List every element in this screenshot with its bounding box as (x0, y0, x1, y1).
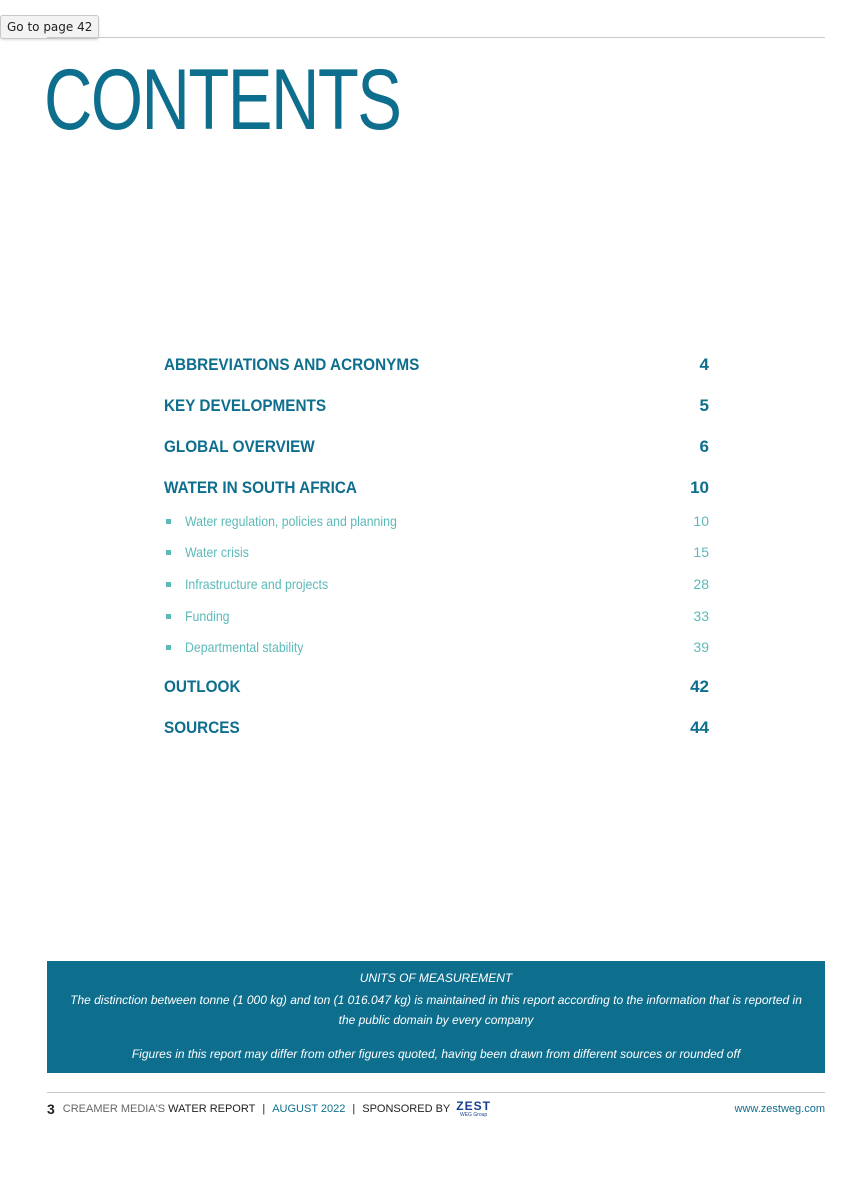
toc-subitem-departmental-stability[interactable] (164, 637, 709, 657)
bullet-icon (166, 519, 171, 524)
toc-subitem-label: Infrastructure and projects (185, 576, 329, 592)
page-number: 3 (47, 1101, 55, 1117)
toc-item-label: SOURCES (164, 718, 240, 737)
page-title: CONTENTS (44, 52, 401, 148)
toc-subitem-label: Funding (185, 608, 230, 624)
toc-item-key-developments[interactable] (164, 394, 709, 418)
toc-item-page: 4 (699, 355, 709, 374)
toc-subitem-label: Water regulation, policies and planning (185, 513, 397, 529)
toc-item-outlook[interactable] (164, 675, 709, 699)
top-divider (47, 37, 825, 38)
report-name: WATER REPORT (168, 1103, 256, 1115)
toc-item-sources[interactable] (164, 716, 709, 740)
toc-subitem-page: 15 (693, 544, 709, 560)
toc-subitem-water-crisis[interactable] (164, 542, 709, 562)
toc-item-page: 42 (690, 677, 709, 696)
toc-item-label: GLOBAL OVERVIEW (164, 437, 315, 456)
units-text-tonne: The distinction between tonne (1 000 kg) and ton (1 016.047 kg) is maintained in this report according to the information that is reported in the public domain by every company (70, 993, 802, 1027)
toc-subitem-label: Water crisis (185, 544, 249, 560)
toc-item-label: OUTLOOK (164, 677, 241, 696)
units-of-measurement-box (47, 961, 825, 1073)
toc-subitem-page: 39 (693, 639, 709, 655)
bullet-icon (166, 614, 171, 619)
report-date: AUGUST 2022 (272, 1103, 346, 1115)
units-title: UNITS OF MEASUREMENT (359, 971, 513, 985)
publisher-name: CREAMER MEDIA'S (62, 1103, 166, 1115)
website-link[interactable]: www.zestweg.com (734, 1103, 825, 1115)
toc-subitem-page: 10 (693, 513, 709, 529)
bottom-divider (47, 1092, 825, 1093)
toc-item-water-in-south-africa[interactable] (164, 476, 709, 500)
page-footer (47, 1100, 825, 1118)
footer-separator: | (352, 1103, 356, 1115)
toc-item-label: WATER IN SOUTH AFRICA (164, 478, 357, 497)
bullet-icon (166, 645, 171, 650)
logo-subtext: WEG Group (459, 1112, 488, 1118)
logo-wordmark: ZEST (456, 1099, 491, 1113)
toc-subitem-water-regulation[interactable] (164, 511, 709, 531)
toc-item-page: 5 (699, 396, 709, 415)
zest-logo (456, 1100, 491, 1118)
toc-subitem-page: 28 (693, 576, 709, 592)
toc-item-page: 10 (690, 478, 709, 497)
toc-subitem-page: 33 (693, 608, 709, 624)
units-text-figures: Figures in this report may differ from other figures quoted, having been drawn from different sources or rounded off (131, 1047, 741, 1061)
toc-item-label: KEY DEVELOPMENTS (164, 396, 327, 415)
sponsored-by-label: SPONSORED BY (362, 1103, 451, 1115)
toc-item-label: ABBREVIATIONS AND ACRONYMS (164, 355, 420, 374)
go-to-page-tooltip: Go to page 42 (0, 15, 99, 39)
footer-separator: | (262, 1103, 266, 1115)
toc-subitem-infrastructure[interactable] (164, 574, 709, 594)
toc-item-page: 44 (690, 718, 709, 737)
toc-subitem-funding[interactable] (164, 606, 709, 626)
bullet-icon (166, 582, 171, 587)
toc-subitem-label: Departmental stability (185, 639, 304, 655)
bullet-icon (166, 550, 171, 555)
toc-item-abbreviations[interactable] (164, 353, 709, 377)
toc-item-global-overview[interactable] (164, 435, 709, 459)
toc-item-page: 6 (699, 437, 709, 456)
